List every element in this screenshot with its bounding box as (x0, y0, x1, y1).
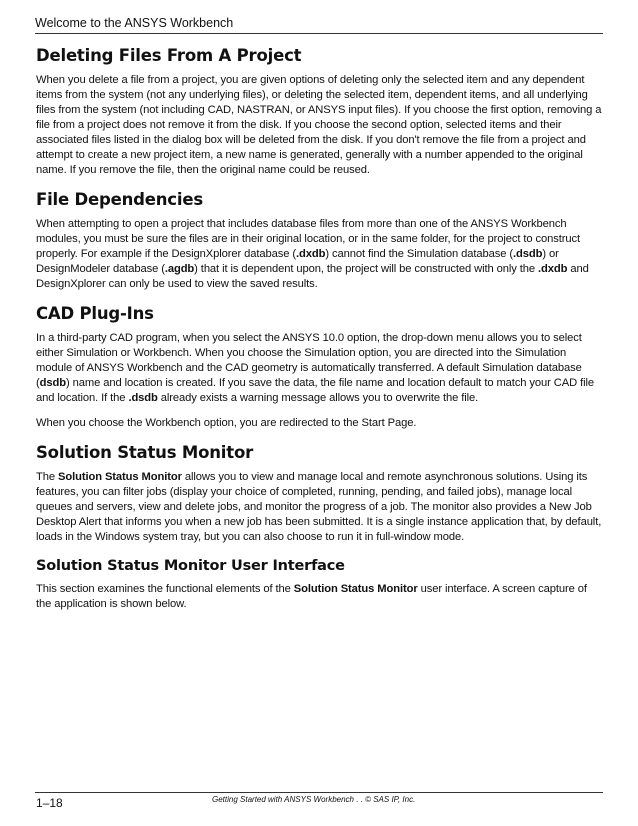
section-title-deleting-files: Deleting Files From A Project (36, 46, 302, 65)
paragraph-file-dependencies (36, 217, 604, 292)
text-run: user interface. A screen capture of the application is shown below. (36, 583, 587, 610)
file-extension-dsdb: dsdb (39, 377, 66, 389)
paragraph-cad-plugins (36, 331, 604, 406)
section-title-file-dependencies: File Dependencies (36, 190, 203, 209)
text-run: In a third-party CAD program, when you select the ANSYS 10.0 option, the drop-down menu allows you to select either Simulation or Workbench. When you choose the Simulation option, you are directed into the Simulation module of ANSYS Workbench and the CAD geometry is automatically transferred. A default Simulation database ( (36, 332, 582, 389)
page-content (36, 46, 604, 622)
text-run: ) that it is dependent upon, the project will be constructed with only the (194, 263, 539, 275)
footer-rule (35, 792, 603, 793)
product-name: Solution Status Monitor (58, 471, 182, 483)
section-file-dependencies (36, 190, 604, 292)
footer-copyright: Getting Started with ANSYS Workbench . . © SAS IP, Inc. (212, 795, 416, 804)
file-extension-dsdb: .dsdb (128, 392, 158, 404)
section-title-solution-status-monitor: Solution Status Monitor (36, 443, 254, 462)
text-run: ) or DesignModeler database ( (36, 248, 559, 275)
paragraph-deleting-files: When you delete a file from a project, you are given options of deleting only the selected item and any dependent items from the system (not any underlying files), or deleting the selected item, dependent items, and all underlying files from the system (not including CAD, NASTRAN, or ANSYS input files). If you choose the first option, removing a file from a project does not remove it from the disk. If you choose the second option, selected items and their associated files listed in the dialog box will be deleted from the disk. If you don't remove the file from a project and attempt to create a new project item, a new name is generated, generally with a number appended to the original name. If you remove the file, then the original name could be reused. (36, 74, 602, 176)
file-extension-agdb: .agdb (164, 263, 195, 275)
text-run: and DesignXplorer can only be used to view the saved results. (36, 263, 589, 290)
running-header (35, 15, 603, 34)
file-extension-dxdb: .dxdb (296, 248, 326, 260)
file-extension-dsdb: .dsdb (513, 248, 543, 260)
paragraph-monitor-ui (36, 582, 604, 612)
running-header-title: Welcome to the ANSYS Workbench (35, 16, 234, 30)
section-deleting-files (36, 46, 604, 178)
section-title-cad-plugins: CAD Plug-Ins (36, 304, 154, 323)
section-monitor-user-interface (36, 557, 604, 612)
section-solution-status-monitor (36, 443, 604, 545)
text-run: This section examines the functional elements of the (36, 583, 294, 595)
paragraph-cad-workbench-option: When you choose the Workbench option, you are redirected to the Start Page. (36, 417, 417, 429)
text-run: The (36, 471, 58, 483)
page-number: 1–18 (36, 796, 63, 810)
text-run: ) name and location is created. If you save the data, the file name and location default to match your CAD file and location. If the (36, 377, 595, 404)
text-run: already exists a warning message allows you to overwrite the file. (157, 392, 479, 404)
text-run: When attempting to open a project that includes database files from more than one of the ANSYS Workbench modules, you must be sure the files are in their original location, or in the same folder, for the project to construct properly. For example if the DesignXplorer database ( (36, 218, 581, 260)
product-name: Solution Status Monitor (293, 583, 418, 595)
text-run: ) cannot find the Simulation database ( (325, 248, 514, 260)
file-extension-dxdb: .dxdb (538, 263, 568, 275)
paragraph-solution-status-monitor (36, 470, 604, 545)
subsection-title-monitor-ui: Solution Status Monitor User Interface (36, 558, 345, 574)
section-cad-plugins (36, 304, 604, 431)
text-run: allows you to view and manage local and remote asynchronous solutions. Using its features, you can filter jobs (display your choice of completed, running, pending, and failed jobs), manage local queues and servers, view and delete jobs, and monitor the progress of a job. The monitor also provides a New Job Desktop Alert that informs you when a new job has been submitted. It is a single instance application that, by default, loads in the Windows system tray, but you can also choose to run it in full-window mode. (36, 471, 602, 543)
